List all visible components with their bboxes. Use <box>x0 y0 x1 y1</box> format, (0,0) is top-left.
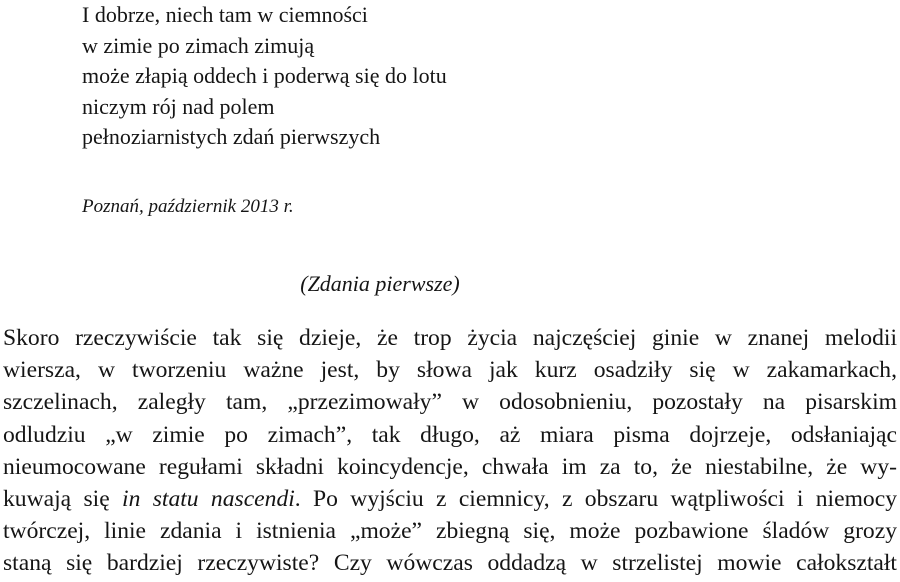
latin-phrase: in statu nascendi <box>122 485 295 512</box>
poem-line: pełnoziarnistych zdań pierwszych <box>82 124 381 149</box>
poem-line: I dobrze, niech tam w ciemności <box>82 2 368 27</box>
prose-line <box>3 483 897 515</box>
poem-stanza <box>82 0 447 153</box>
prose-line: nieumocowane regułami składni koincydencje, chwała im za to, że niestabilne, że wy- <box>3 453 897 480</box>
section-title: (Zdania pierwsze) <box>300 271 460 296</box>
prose-text-segment: kuwają się <box>3 485 123 512</box>
prose-paragraph <box>3 322 897 580</box>
prose-text-segment: . Po wyjściu z ciemnicy, z obszaru wątpliwości i niemocy <box>294 485 897 512</box>
poem-line: w zimie po zimach zimują <box>82 32 315 58</box>
prose-line: staną się bardziej rzeczywiste? Czy wówczas oddadzą w strzelistej mowie całokształt <box>3 550 897 577</box>
prose-line: szczelinach, zaległy tam, „przezimowały” w odosobnieniu, pozostały na pisarskim <box>3 389 897 416</box>
prose-line: wiersza, w tworzeniu ważne jest, by słowa jak kurz osadziły się w zakamarkach, <box>3 357 897 384</box>
place-date-line: Poznań, październik 2013 r. <box>82 196 294 217</box>
poem-line: niczym rój nad polem <box>82 93 275 119</box>
poem-line: może złapią oddech i poderwą się do lotu <box>82 63 447 88</box>
prose-line: twórczej, linie zdania i istnienia „może” zbiegną się, może pozbawione śladów grozy <box>3 518 897 545</box>
prose-line: odludziu „w zimie po zimach”, tak długo, aż miara pisma dojrzeje, odsłaniając <box>3 421 897 448</box>
prose-line: Skoro rzeczywiście tak się dzieje, że trop życia najczęściej ginie w znanej melodii <box>3 325 897 351</box>
